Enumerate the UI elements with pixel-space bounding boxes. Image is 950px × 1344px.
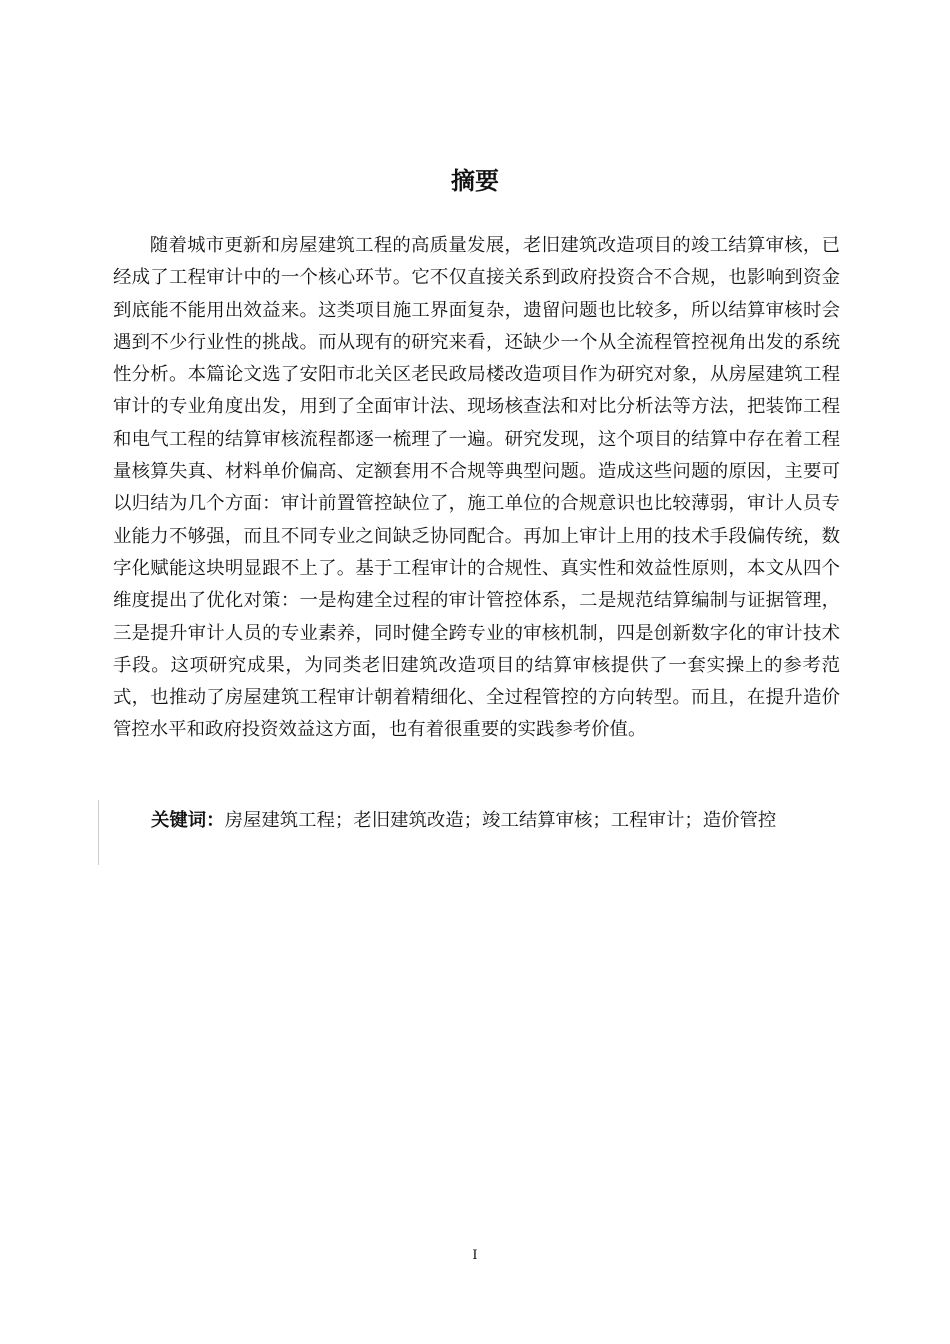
margin-divider bbox=[98, 800, 99, 865]
abstract-paragraph: 随着城市更新和房屋建筑工程的高质量发展，老旧建筑改造项目的竣工结算审核，已经成了工程审计中的一个核心环节。它不仅直接关系到政府投资合不合规，也影响到资金到底能不能用出效益来。这类项目施工界面复杂，遗留问题也比较多，所以结算审核时会遇到不少行业性的挑战。而从现有的研究来看，还缺少一个从全流程管控视角出发的系统性分析。本篇论文选了安阳市北关区老民政局楼改造项目作为研究对象，从房屋建筑工程审计的专业角度出发，用到了全面审计法、现场核查法和对比分析法等方法，把装饰工程和电气工程的结算审核流程都逐一梳理了一遍。研究发现，这个项目的结算中存在着工程量核算失真、材料单价偏高、定额套用不合规等典型问题。造成这些问题的原因，主要可以归结为几个方面：审计前置管控缺位了，施工单位的合规意识也比较薄弱，审计人员专业能力不够强，而且不同专业之间缺乏协同配合。再加上审计上用的技术手段偏传统，数字化赋能这块明显跟不上了。基于工程审计的合规性、真实性和效益性原则，本文从四个维度提出了优化对策：一是构建全过程的审计管控体系，二是规范结算编制与证据管理，三是提升审计人员的专业素养，同时健全跨专业的审核机制，四是创新数字化的审计技术手段。这项研究成果，为同类老旧建筑改造项目的结算审核提供了一套实操上的参考范式，也推动了房屋建筑工程审计朝着精细化、全过程管控的方向转型。而且，在提升造价管控水平和政府投资效益这方面，也有着很重要的实践参考价值。 bbox=[113, 235, 840, 741]
keywords-line bbox=[151, 806, 851, 836]
page-title: 摘要 bbox=[451, 167, 499, 195]
keywords-label: 关键词： bbox=[151, 810, 225, 831]
keywords-list: 房屋建筑工程；老旧建筑改造；竣工结算审核；工程审计；造价管控 bbox=[224, 810, 777, 831]
page-number: I bbox=[472, 1248, 478, 1263]
